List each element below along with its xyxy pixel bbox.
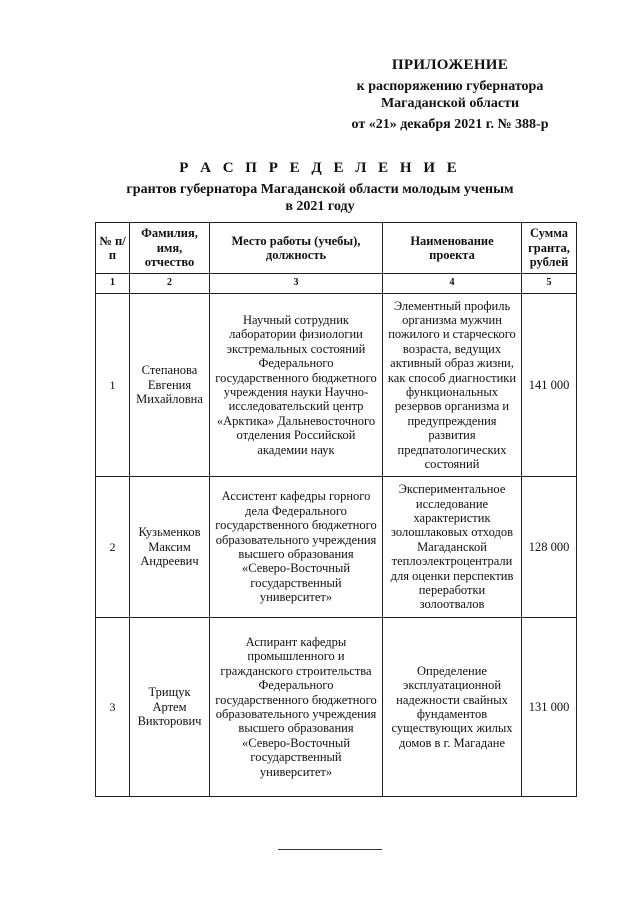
table-row <box>96 294 577 477</box>
column-number: 1 <box>96 274 130 294</box>
appendix-line-order: к распоряжению губернатора <box>356 79 544 94</box>
column-number-row <box>96 274 577 294</box>
appendix-title: ПРИЛОЖЕНИЕ <box>391 57 509 73</box>
document-subtitle: грантов губернатора Магаданской области молодым ученым <box>126 182 514 197</box>
grants-table <box>95 222 577 797</box>
table-header-row <box>96 223 577 274</box>
column-number: 3 <box>210 274 383 294</box>
header-project: Наименование проекта <box>383 223 522 274</box>
recipient-name: Степанова Евгения Михайловна <box>130 294 210 477</box>
grant-amount: 141 000 <box>522 294 577 477</box>
closing-divider <box>278 849 382 850</box>
header-amount: Сумма гранта, рублей <box>522 223 577 274</box>
header-number: № п/п <box>96 223 130 274</box>
recipient-workplace: Научный сотрудник лаборатории физиологии экстремальных состояний Федерального государственного бюджетного учреждения науки Научно-исследовательский центр «Арктика» Дальневосточного отделения Российской академии наук <box>210 294 383 477</box>
column-number: 2 <box>130 274 210 294</box>
header-name: Фамилия, имя, отчество <box>130 223 210 274</box>
grant-amount: 131 000 <box>522 618 577 797</box>
project-title: Определение эксплуатационной надежности свайных фундаментов существующих жилых домов в г. Магадане <box>383 618 522 797</box>
table-row <box>96 618 577 797</box>
table-row <box>96 477 577 618</box>
project-title: Элементный профиль организма мужчин пожилого и старческого возраста, ведущих активный образ жизни, как способ диагностики функциональных резервов организма и предупреждения развития предпатологических состояний <box>383 294 522 477</box>
column-number: 4 <box>383 274 522 294</box>
column-number: 5 <box>522 274 577 294</box>
recipient-name: Кузьменков Максим Андреевич <box>130 477 210 618</box>
row-number: 1 <box>96 294 130 477</box>
appendix-line-region: Магаданской области <box>380 96 520 111</box>
recipient-workplace: Ассистент кафедры горного дела Федерального государственного бюджетного образовательного учреждения высшего образования «Северо-Восточный государственный университет» <box>210 477 383 618</box>
appendix-line-date: от «21» декабря 2021 г. № 388-р <box>351 117 549 132</box>
recipient-workplace: Аспирант кафедры промышленного и гражданского строительства Федерального государственного бюджетного образовательного учреждения высшего образования «Северо-Восточный государственный университет» <box>210 618 383 797</box>
project-title: Экспериментальное исследование характеристик золошлаковых отходов Магаданской теплоэлектроцентрали для оценки перспектив переработки золоотвалов <box>383 477 522 618</box>
row-number: 2 <box>96 477 130 618</box>
document-subtitle-year: в 2021 году <box>285 199 355 214</box>
row-number: 3 <box>96 618 130 797</box>
document-title: Р А С П Р Е Д Е Л Е Н И Е <box>179 160 461 176</box>
grant-amount: 128 000 <box>522 477 577 618</box>
recipient-name: Трищук Артем Викторович <box>130 618 210 797</box>
header-workplace: Место работы (учебы), должность <box>210 223 383 274</box>
